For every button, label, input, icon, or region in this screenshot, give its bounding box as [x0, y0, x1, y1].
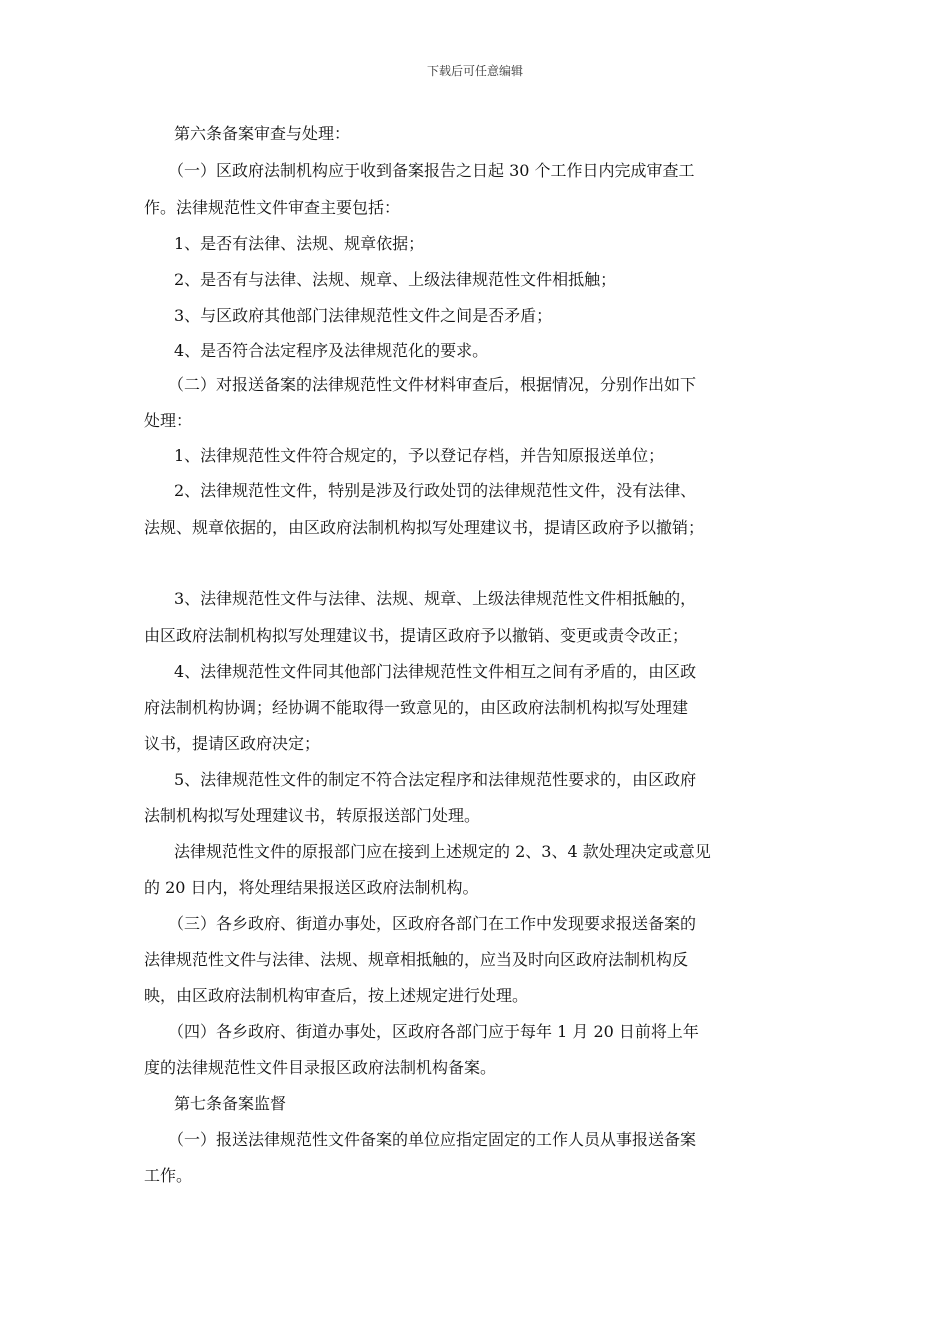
paragraph-line: （四）各乡政府、街道办事处，区政府各部门应于每年 1 月 20 日前将上年 — [168, 1022, 699, 1041]
list-item-line: 1、法律规范性文件符合规定的，予以登记存档，并告知原报送单位； — [174, 446, 665, 465]
paragraph-line: 府法制机构协调；经协调不能取得一致意见的，由区政府法制机构拟写处理建 — [144, 698, 689, 717]
paragraph-line: 工作。 — [144, 1166, 193, 1185]
list-item-line: 3、法律规范性文件与法律、法规、规章、上级法律规范性文件相抵触的， — [174, 589, 697, 608]
list-item-line: 1、是否有法律、法规、规章依据； — [174, 234, 425, 253]
list-item-line: 3、与区政府其他部门法律规范性文件之间是否矛盾； — [174, 306, 553, 325]
list-item-line: 5、法律规范性文件的制定不符合法定程序和法律规范性要求的，由区政府 — [174, 770, 697, 789]
paragraph-line: 法规、规章依据的，由区政府法制机构拟写处理建议书，提请区政府予以撤销； — [144, 518, 705, 537]
list-item-line: 2、是否有与法律、法规、规章、上级法律规范性文件相抵触； — [174, 270, 617, 289]
section-heading-article-6: 第六条备案审查与处理： — [174, 124, 351, 143]
paragraph-line: 作。法律规范性文件审查主要包括： — [144, 198, 401, 217]
paragraph-line: 的 20 日内，将处理结果报送区政府法制机构。 — [144, 878, 479, 897]
page-header: 下载后可任意编辑 — [426, 64, 523, 78]
paragraph-line: 处理： — [144, 411, 193, 430]
paragraph-line: 由区政府法制机构拟写处理建议书，提请区政府予以撤销、变更或责令改正； — [144, 626, 689, 645]
paragraph-line: 法律规范性文件与法律、法规、规章相抵触的，应当及时向区政府法制机构反 — [144, 950, 689, 969]
paragraph-line: 议书，提请区政府决定； — [144, 734, 321, 753]
paragraph-line: 度的法律规范性文件目录报区政府法制机构备案。 — [144, 1058, 497, 1077]
paragraph-line: （一）区政府法制机构应于收到备案报告之日起 30 个工作日内完成审查工 — [168, 161, 695, 180]
paragraph-line: （三）各乡政府、街道办事处，区政府各部门在工作中发现要求报送备案的 — [168, 914, 697, 933]
paragraph-line: 法律规范性文件的原报部门应在接到上述规定的 2、3、4 款处理决定或意见 — [174, 842, 711, 861]
list-item-line: 4、法律规范性文件同其他部门法律规范性文件相互之间有矛盾的，由区政 — [174, 662, 697, 681]
paragraph-line: （二）对报送备案的法律规范性文件材料审查后，根据情况，分别作出如下 — [168, 375, 697, 394]
paragraph-line: （一）报送法律规范性文件备案的单位应指定固定的工作人员从事报送备案 — [168, 1130, 697, 1149]
section-heading-article-7: 第七条备案监督 — [174, 1094, 287, 1113]
paragraph-line: 法制机构拟写处理建议书，转原报送部门处理。 — [144, 806, 481, 825]
list-item-line: 4、是否符合法定程序及法律规范化的要求。 — [174, 341, 489, 360]
paragraph-line: 映，由区政府法制机构审查后，按上述规定进行处理。 — [144, 986, 529, 1005]
list-item-line: 2、法律规范性文件，特别是涉及行政处罚的法律规范性文件，没有法律、 — [174, 481, 697, 500]
